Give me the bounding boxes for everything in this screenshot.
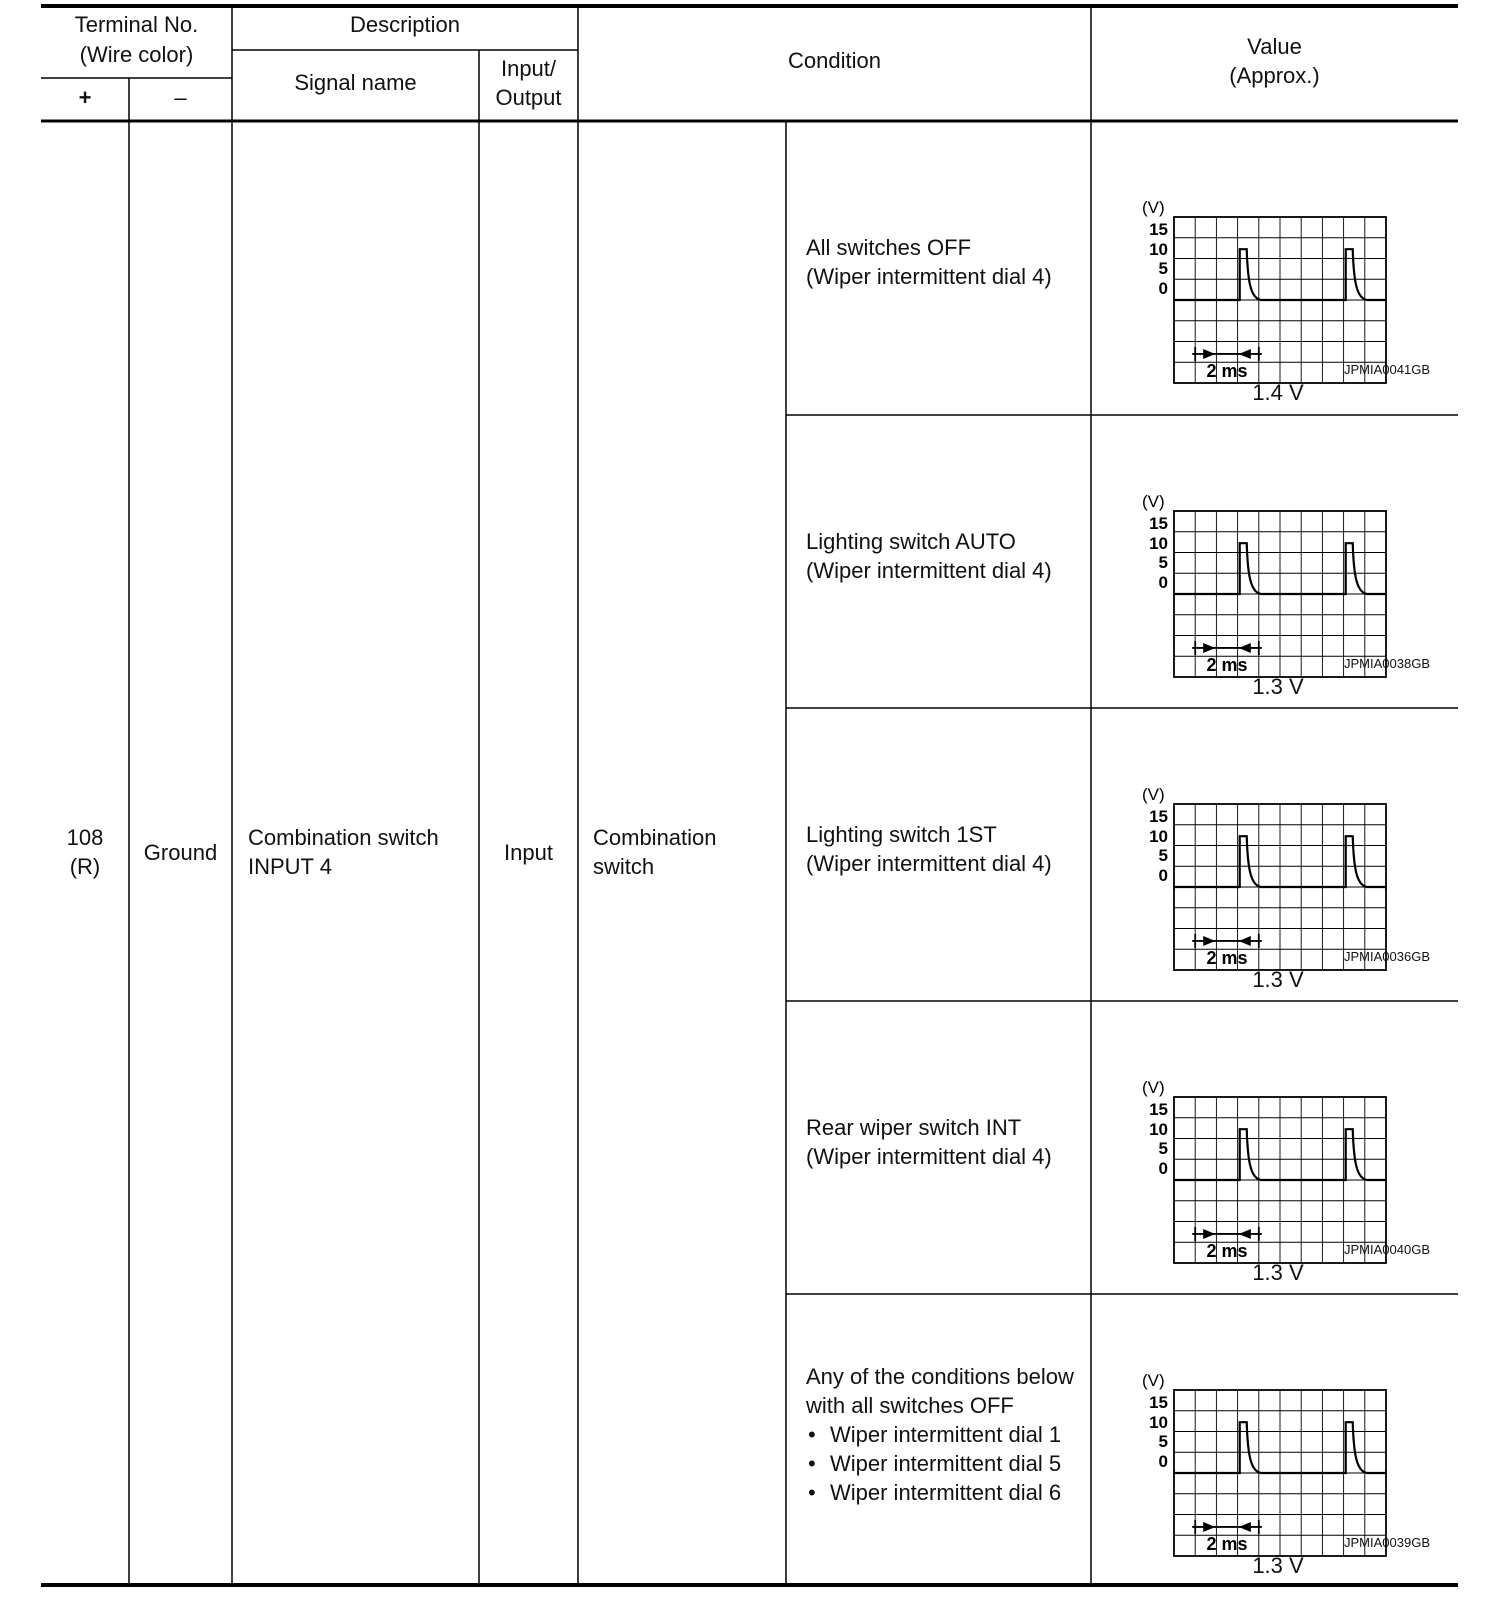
header-terminal-no: Terminal No. bbox=[74, 12, 199, 37]
value-cell-3 bbox=[1096, 708, 1460, 1001]
figure-code: JPMIA0036GB bbox=[1344, 949, 1430, 964]
waveform-figure bbox=[1096, 1041, 1396, 1276]
header-input-output-line1: Input/ bbox=[500, 56, 557, 81]
waveform-figure bbox=[1096, 748, 1396, 983]
value-cell-2 bbox=[1096, 415, 1460, 708]
approx-value: 1.3 V bbox=[1252, 967, 1304, 992]
waveform-figure bbox=[1096, 161, 1396, 396]
time-scale-label: 2 ms bbox=[1206, 1533, 1248, 1554]
condition-main-line2: switch bbox=[593, 854, 655, 879]
time-scale-arrow bbox=[1192, 347, 1262, 361]
header-input-output-line2: Output bbox=[495, 85, 562, 110]
waveform-y-tick: 10 bbox=[1149, 827, 1168, 846]
time-scale-label: 2 ms bbox=[1206, 947, 1248, 968]
figure-code: JPMIA0040GB bbox=[1344, 1242, 1430, 1257]
condition-bullet-item: • Wiper intermittent dial 1 bbox=[806, 1420, 1074, 1449]
approx-value: 1.3 V bbox=[1252, 674, 1304, 699]
waveform-unit-label: (V) bbox=[1142, 198, 1165, 217]
condition-text-5 bbox=[806, 1362, 1074, 1507]
condition-main-line1: Combination bbox=[593, 825, 717, 850]
waveform-unit-label: (V) bbox=[1142, 492, 1165, 511]
header-value: Value bbox=[1247, 34, 1302, 59]
time-scale-arrow bbox=[1192, 641, 1262, 655]
waveform-y-tick: 0 bbox=[1158, 1159, 1168, 1178]
condition-line: (Wiper intermittent dial 4) bbox=[806, 850, 1052, 876]
waveform-y-tick: 5 bbox=[1158, 1139, 1168, 1158]
waveform-y-tick: 0 bbox=[1158, 573, 1168, 592]
value-cell-5 bbox=[1096, 1294, 1460, 1587]
approx-value: 1.3 V bbox=[1252, 1553, 1304, 1578]
waveform-y-tick: 5 bbox=[1158, 259, 1168, 278]
time-scale-label: 2 ms bbox=[1206, 360, 1248, 381]
time-scale-arrow bbox=[1192, 1520, 1262, 1534]
header-condition: Condition bbox=[788, 48, 881, 73]
terminal-wire-color: (R) bbox=[69, 854, 101, 879]
waveform-unit-label: (V) bbox=[1142, 1371, 1165, 1390]
condition-text-2 bbox=[806, 527, 1052, 585]
waveform-y-tick: 15 bbox=[1149, 220, 1168, 239]
approx-value: 1.4 V bbox=[1252, 380, 1304, 405]
condition-bullet-item: • Wiper intermittent dial 5 bbox=[806, 1449, 1074, 1478]
condition-text-3 bbox=[806, 820, 1052, 878]
figure-code: JPMIA0039GB bbox=[1344, 1535, 1430, 1550]
waveform-figure bbox=[1096, 1334, 1396, 1569]
value-cell-1 bbox=[1096, 121, 1460, 414]
waveform-y-tick: 0 bbox=[1158, 279, 1168, 298]
waveform-y-tick: 10 bbox=[1149, 240, 1168, 259]
header-description: Description bbox=[349, 12, 461, 37]
waveform-y-tick: 0 bbox=[1158, 1452, 1168, 1471]
value-cell-4 bbox=[1096, 1001, 1460, 1294]
waveform-y-tick: 5 bbox=[1158, 1432, 1168, 1451]
condition-bullets bbox=[806, 1420, 1074, 1507]
waveform-y-tick: 15 bbox=[1149, 514, 1168, 533]
condition-line: Rear wiper switch INT bbox=[806, 1114, 1022, 1140]
condition-bullet-item: • Wiper intermittent dial 6 bbox=[806, 1478, 1074, 1507]
condition-line: with all switches OFF bbox=[806, 1393, 1014, 1418]
header-minus: – bbox=[174, 85, 187, 110]
approx-value: 1.3 V bbox=[1252, 1260, 1304, 1285]
condition-line: (Wiper intermittent dial 4) bbox=[806, 263, 1052, 289]
waveform-y-tick: 15 bbox=[1149, 807, 1168, 826]
header-signal-name: Signal name bbox=[294, 70, 417, 95]
condition-line: Lighting switch AUTO bbox=[806, 528, 1016, 554]
signal-name-line1: Combination switch bbox=[248, 825, 439, 850]
condition-line: All switches OFF bbox=[806, 234, 972, 260]
condition-line: Any of the conditions below bbox=[806, 1364, 1074, 1389]
waveform-y-tick: 5 bbox=[1158, 553, 1168, 572]
waveform-y-tick: 10 bbox=[1149, 534, 1168, 553]
signal-name-line2: INPUT 4 bbox=[248, 854, 332, 879]
condition-text-4 bbox=[806, 1113, 1052, 1171]
figure-code: JPMIA0038GB bbox=[1344, 656, 1430, 671]
time-scale-arrow bbox=[1192, 1227, 1262, 1241]
time-scale-label: 2 ms bbox=[1206, 654, 1248, 675]
time-scale-label: 2 ms bbox=[1206, 1240, 1248, 1261]
header-plus: + bbox=[78, 85, 92, 110]
time-scale-arrow bbox=[1192, 934, 1262, 948]
condition-line: (Wiper intermittent dial 4) bbox=[806, 557, 1052, 583]
header-approx: (Approx.) bbox=[1229, 63, 1320, 88]
waveform-y-tick: 0 bbox=[1158, 866, 1168, 885]
waveform-unit-label: (V) bbox=[1142, 1078, 1165, 1097]
waveform-y-tick: 10 bbox=[1149, 1413, 1168, 1432]
terminal-number: 108 bbox=[66, 825, 104, 850]
condition-line: Lighting switch 1ST bbox=[806, 821, 997, 847]
waveform-y-tick: 5 bbox=[1158, 846, 1168, 865]
waveform-figure bbox=[1096, 455, 1396, 690]
waveform-unit-label: (V) bbox=[1142, 785, 1165, 804]
condition-text-1 bbox=[806, 233, 1052, 291]
waveform-y-tick: 10 bbox=[1149, 1120, 1168, 1139]
condition-line: (Wiper intermittent dial 4) bbox=[806, 1143, 1052, 1169]
ground-terminal: Ground bbox=[143, 840, 218, 865]
header-wire-color: (Wire color) bbox=[79, 42, 194, 67]
figure-code: JPMIA0041GB bbox=[1344, 362, 1430, 377]
input-output-value: Input bbox=[504, 840, 553, 865]
waveform-y-tick: 15 bbox=[1149, 1100, 1168, 1119]
waveform-y-tick: 15 bbox=[1149, 1393, 1168, 1412]
